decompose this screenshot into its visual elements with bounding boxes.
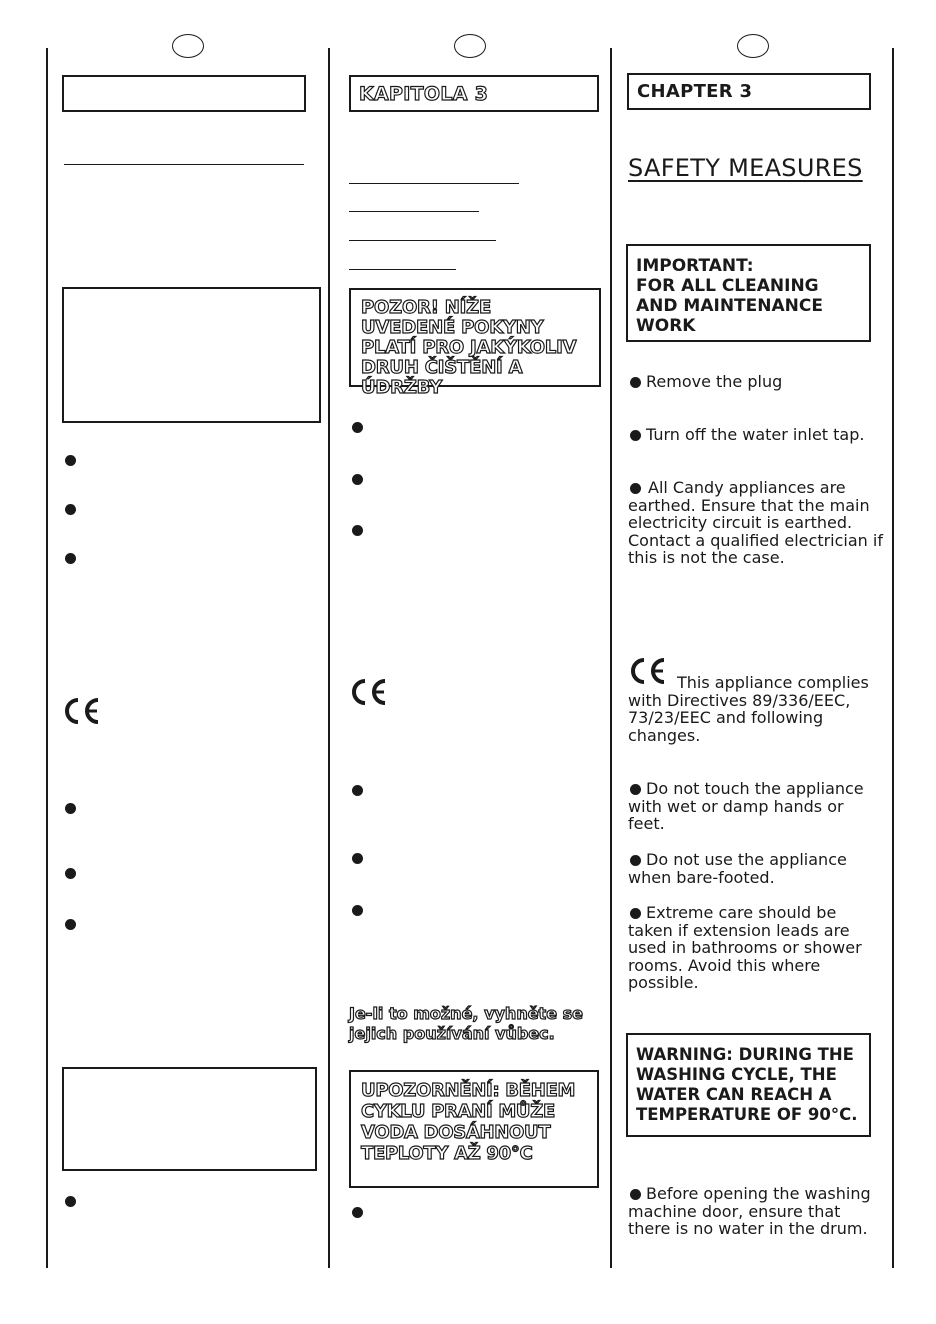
language-marker-1 (172, 34, 204, 58)
en-warning-text (628, 1035, 869, 1135)
cs-bullet-3 (352, 525, 363, 536)
en-chapter-box (627, 73, 871, 110)
en-ce-text: This appliance complies with Directives 89/336/EEC, 73/23/EEC and following changes. (628, 673, 869, 745)
en-bullet-1 (630, 377, 641, 388)
col1-important-box (62, 287, 321, 423)
en-warning-box (626, 1033, 871, 1137)
en-item-1: Remove the plug (646, 372, 783, 391)
en-important-line-2: FOR ALL CLEANING (636, 276, 819, 296)
cs-important-text: POZOR! NÍŽE UVEDENÉ POKYNY PLATÍ PRO JAKÝKOLIV DRUH ČIŠTĚNÍ A ÚDRŽBY (361, 297, 577, 398)
cs-bullet-5 (352, 853, 363, 864)
cs-underline-3 (349, 240, 496, 241)
en-warning-line-4: TEMPERATURE OF 90°C. (636, 1105, 858, 1124)
col1-bullet-7 (65, 1196, 76, 1207)
cs-warning-box (349, 1070, 599, 1188)
col1-bullet-1 (65, 455, 76, 466)
en-important-line-1: IMPORTANT: (636, 256, 754, 276)
cs-bullet-7 (352, 1207, 363, 1218)
en-section-title: SAFETY MEASURES (628, 154, 863, 182)
en-important-line-3: AND MAINTENANCE (636, 296, 823, 316)
cs-bullet-2 (352, 474, 363, 485)
language-marker-2 (454, 34, 486, 58)
cs-warning-text: UPOZORNĚNÍ: BĚHEM CYKLU PRANÍ MŮŽE VODA DOSÁHNOUT TEPLOTY AŽ 90°C (361, 1080, 576, 1164)
en-item-6: Extreme care should be taken if extension leads are used in bathrooms or shower rooms. Avoid this where possible. (628, 903, 862, 993)
language-marker-3 (737, 34, 769, 58)
en-item-7: Before opening the washing machine door, ensure that there is no water in the drum. (628, 1184, 871, 1239)
cs-chapter-box (349, 75, 599, 112)
cs-avoid-note: Je-li to možné, vyhněte se jejich používání vůbec. (349, 1004, 583, 1043)
col1-bullet-5 (65, 868, 76, 879)
cs-bullet-6 (352, 905, 363, 916)
col1-bullet-3 (65, 553, 76, 564)
en-important-line-4: WORK (636, 316, 696, 336)
cs-underline-1 (349, 183, 519, 184)
en-important-text (628, 246, 869, 346)
cs-chapter-title: KAPITOLA 3 (359, 83, 489, 105)
en-chapter-title: CHAPTER 3 (637, 81, 753, 102)
en-item-2: Turn off the water inlet tap. (646, 425, 865, 444)
col1-title-underline (64, 164, 304, 165)
col1-bullet-2 (65, 504, 76, 515)
col1-warning-box (62, 1067, 317, 1171)
cs-bullet-4 (352, 785, 363, 796)
col1-ce-mark-icon (60, 696, 102, 726)
cs-underline-4 (349, 269, 456, 270)
column-divider-center-right (610, 48, 612, 1268)
cs-important-box (349, 288, 601, 398)
en-important-box (626, 244, 871, 342)
cs-bullet-1 (352, 422, 363, 433)
column-divider-center-left (328, 48, 330, 1268)
en-item-3: All Candy appliances are earthed. Ensure that the main electricity circuit is earthed. Contact a qualified electrician if this is not the case. (628, 478, 883, 568)
col1-bullet-6 (65, 919, 76, 930)
en-item-4: Do not touch the appliance with wet or damp hands or feet. (628, 779, 864, 834)
en-bullet-2 (630, 430, 641, 441)
col1-bullet-4 (65, 803, 76, 814)
en-warning-line-1: WARNING: DURING THE (636, 1045, 854, 1064)
en-warning-line-2: WASHING CYCLE, THE (636, 1065, 837, 1084)
cs-ce-mark-icon (347, 677, 389, 707)
en-item-5: Do not use the appliance when bare-footed. (628, 850, 847, 887)
col1-chapter-box (62, 75, 306, 112)
en-warning-line-3: WATER CAN REACH A (636, 1085, 832, 1104)
column-divider-left (46, 48, 48, 1268)
cs-underline-2 (349, 211, 479, 212)
column-divider-right (892, 48, 894, 1268)
